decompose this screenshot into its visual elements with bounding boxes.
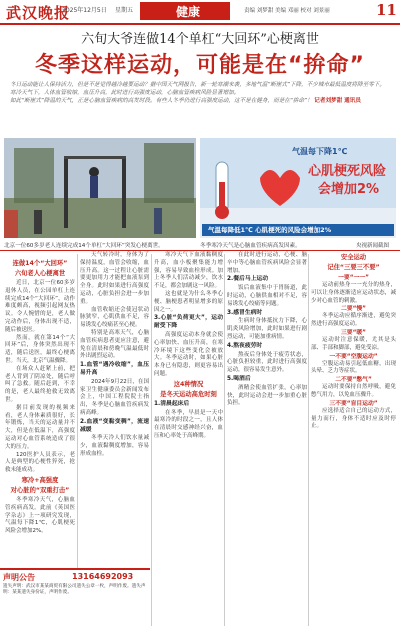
sub-headline: 六旬大爷连做14个单杠“大回环”心梗离世 [81, 32, 319, 47]
subheading: 4.熬夜疲劳时 [227, 342, 263, 349]
paragraph: 近日，北京一位60多岁退休人员，在公园单杠上连续完成14个“大回环”，动作难度颇高，视频引起网友热议。令人惋惜的是，老人做完动作后，身体出现不适，随后被送医。 [5, 280, 75, 333]
paragraph: 在此时进行运动，心梗、脑卒中等心脑血管疾病风险会显著增加。 [227, 252, 307, 274]
graphic-banner: 气温每降低1℃ 心肌梗死的风险会增加2% [208, 226, 332, 234]
graphic-line-2: 心肌梗死风险 [308, 164, 387, 179]
paragraph: 饭后血液集中于胃肠道，此时运动，心脑供血相对不足，容易诱发心绞痛等问题。 [227, 285, 307, 307]
lead-text-2 [10, 97, 390, 105]
paragraph: 运动时注意保暖，尤其是头部、手部和脚部，避免受凉。 [311, 336, 396, 351]
paragraph: 这也就是为什么冬季心梗、脑梗患者明显增多的原因之一。 [154, 290, 223, 313]
article-column-1 [5, 258, 75, 536]
article-column-3 [154, 252, 223, 441]
page-number: 11 [376, 1, 397, 19]
subheading: 1.清晨起床后 [154, 400, 190, 407]
paragraph: 2024年9月22日，在国家卫生健康委员会新闻发布会上，中国工程院院士指出，冬季是心脑血管疾病发病高峰。 [80, 378, 149, 416]
paragraph: 空腹运动易引起低血糖，出现头晕、乏力等症状。 [311, 360, 396, 375]
lead-text-2-body: 如此“断崖式”降温的天气，正是心脑血管疾病的高发时段。有些人冬季仍进行高强度运动，这不是在健身，而是在“拚命”！ [10, 98, 313, 104]
article-column-4 [227, 252, 307, 408]
paragraph: 酒精会使血管扩张，心率加快，此时运动会进一步加重心脏负担。 [227, 384, 307, 407]
horizontal-bar-scene-icon [4, 138, 196, 238]
paragraph: 熬夜后身体处于疲劳状态，心脏负担较重，此时进行高强度运动，很容易发生意外。 [227, 351, 307, 374]
issue-date: 2025年12月5日 [62, 7, 107, 14]
column5-heading-1: 安全运动 [340, 254, 367, 261]
column1-heading-3: 寒冷+高强度 [21, 476, 59, 484]
tip-heading: 一不要“空腹运动” [329, 353, 378, 360]
editor-credits: 责编 刘梦甜 美编 邓丽 校对 刘景丽 [244, 8, 330, 14]
paragraph: 冬季天冷人们饮水量减少，血液黏稠度增加，容易形成血栓。 [80, 435, 149, 457]
paragraph: 冬季运动应循序渐进，避免突然进行高强度运动。 [311, 313, 396, 328]
paragraph: 应选择适合自己的运动方式，量力而行，身体不适时应及时停止。 [311, 407, 396, 430]
ad-phone: 13164692093 [72, 572, 134, 581]
photo-caption-right: 冬季寒冷天气是心脑血管疾病高发因素。 [200, 243, 301, 249]
column-divider [224, 254, 225, 626]
column1-heading-1: 连做14个“大回环” [12, 260, 68, 267]
tip-heading: 三不要“盲目运动” [329, 400, 378, 407]
issue-weekday: 星期五 [115, 7, 134, 14]
masthead-rule [0, 23, 400, 25]
classified-ad-box [0, 568, 150, 628]
paragraph: 生病时身体抵抗力下降，心肌炎风险增加，此时如果进行剧烈运动，可能加重病情。 [227, 318, 307, 340]
column3-heading-1: 这4种情况 [173, 380, 204, 388]
photo-credit: 央视新闻截图 [356, 243, 390, 249]
graphic-line-1: 气温每下降1℃ [292, 147, 348, 156]
paragraph: 运动前热身一一充分的热身，可以让身体逐渐适应运动状态，减少对心血管的刺激。 [311, 282, 396, 304]
paragraph: 血管收缩还会使冠状动脉狭窄，心肌供血不足，容易诱发心绞痛甚至心梗。 [80, 306, 149, 329]
paragraph: 高强度运动本身就会使心率加快、血压升高，在寒冷环境下这些变化会被放大。冬季运动时，如果心脏本身已有隐患，则更容易出问题。 [154, 331, 223, 377]
paragraph: 在冬季，早晨是一天中最寒冷的时段之一，且人体在清晨时交感神经兴奋，血压和心率处于高峰期。 [154, 409, 223, 439]
column3-heading-2: 是冬天运动高危时刻 [160, 390, 217, 398]
subheading: 3.感冒生病时 [227, 309, 263, 316]
section-title: 健康 [176, 5, 201, 19]
paragraph: 特别是高寒天气，心脑血管疾病患者更应注意，避免在清晨和傍晚气温最低时外出剧烈运动。 [80, 329, 149, 360]
tip-heading: 二要“慢” [340, 306, 366, 313]
newspaper-logo: 武汉晚报 [6, 4, 71, 22]
subheading: 5.喝酒后 [227, 375, 251, 382]
lead-text: 冬日运动能让人保持活力，但是不是觉得越冷越要运动？据中国天气网报告，新一轮寒潮来袭，多地气温“断崖式”下降，不少城市最低温度将降至零下。寒冷天气下，人体血管收缩，血压升高，此时进行高强度运动，心脑血管疾病风险显著增加。 [10, 82, 385, 96]
photo-horizontal-bar [4, 138, 196, 238]
article-column-5 [311, 252, 396, 431]
byline: 记者刘梦甜 通讯员 [314, 98, 361, 104]
paragraph: 据目前发现的视频来看，老人身体素质很好，长年锻炼，当天的运动量并不大，但是在低温下，高强度运动对心血管系统造成了很大的压力。 [5, 404, 75, 450]
column1-heading-4: 对心脏的“双重打击” [10, 486, 70, 494]
subheading: 3.心脏“负荷更大”，运动耐受下降 [154, 315, 223, 330]
paragraph: 冬季寒冷天气，心脑血管疾病高发。此前《英国医学杂志》上一项研究发现，气温每下降1℃，心肌梗死风险会增加2%。 [5, 496, 75, 535]
tip-heading: 三要“暖” [340, 329, 366, 336]
lead-paragraph [10, 81, 390, 105]
photo-health-graphic [200, 138, 396, 238]
tip-heading: 一要“一一” [338, 275, 369, 281]
paragraph: 天气转冷时，身体为了保持温度，血管会收缩，血压升高。这一过程让心脏需要更加用力才能把血液泵到全身。此时如果进行高强度运动，心脏负担会进一步加重。 [80, 252, 149, 305]
paragraph: 在场众人赶紧上前，把老人背到了阴凉处，随后呼叫了急救。随后赶到，不幸的是，老人最终抢救无效离世。 [5, 365, 75, 403]
column1-heading-2: 六旬老人心梗离世 [14, 270, 66, 277]
subheading: 2.餐后马上运动 [227, 276, 269, 283]
subheading: 2.血液“变黏变稠”，流速减缓 [80, 418, 149, 433]
column-divider [151, 254, 152, 626]
paragraph: 寒冷天气下血液黏稠度升高，血小板聚集能力增强，容易导致血栓形成。加上冬季人们活动减少，饮水不足，都会加剧这一风险。 [154, 252, 223, 290]
paragraph: 然而，就在第14个“大回环”后，身体突然出现不适，随后送医，最终心梗离世。当天，北京气温骤降。 [5, 334, 75, 364]
ad-title: 声明公告 [3, 573, 35, 582]
ad-body: 遗失声明：武汉市某某商贸有限公司遗失公章一枚，声明作废。遗失声明：某某遗失身份证，声明作废。 [3, 584, 146, 596]
paragraph: 120医护人员表示，老人是典型的心梗性猝死，抢救未能成功。 [5, 451, 75, 474]
graphic-line-3: 会增加2% [318, 182, 380, 197]
paragraph: 运动时要保持自然呼吸，避免憋气用力，以免血压骤升。 [311, 384, 396, 398]
article-column-2 [80, 252, 149, 459]
column5-heading-2: 记住“三要三不要” [327, 264, 380, 271]
tip-heading: 二不要“憋气” [335, 377, 372, 384]
photo-caption-left: 北京一位60多岁老人连续完成14个单杠“大回环”突发心梗离世。 [4, 243, 164, 249]
subheading: 1.血管“遇冷收缩”，血压易升高 [80, 362, 149, 376]
main-headline: 冬季这样运动，可能是在“拚命” [35, 53, 365, 78]
column-divider [308, 254, 309, 626]
section-divider [0, 250, 400, 251]
